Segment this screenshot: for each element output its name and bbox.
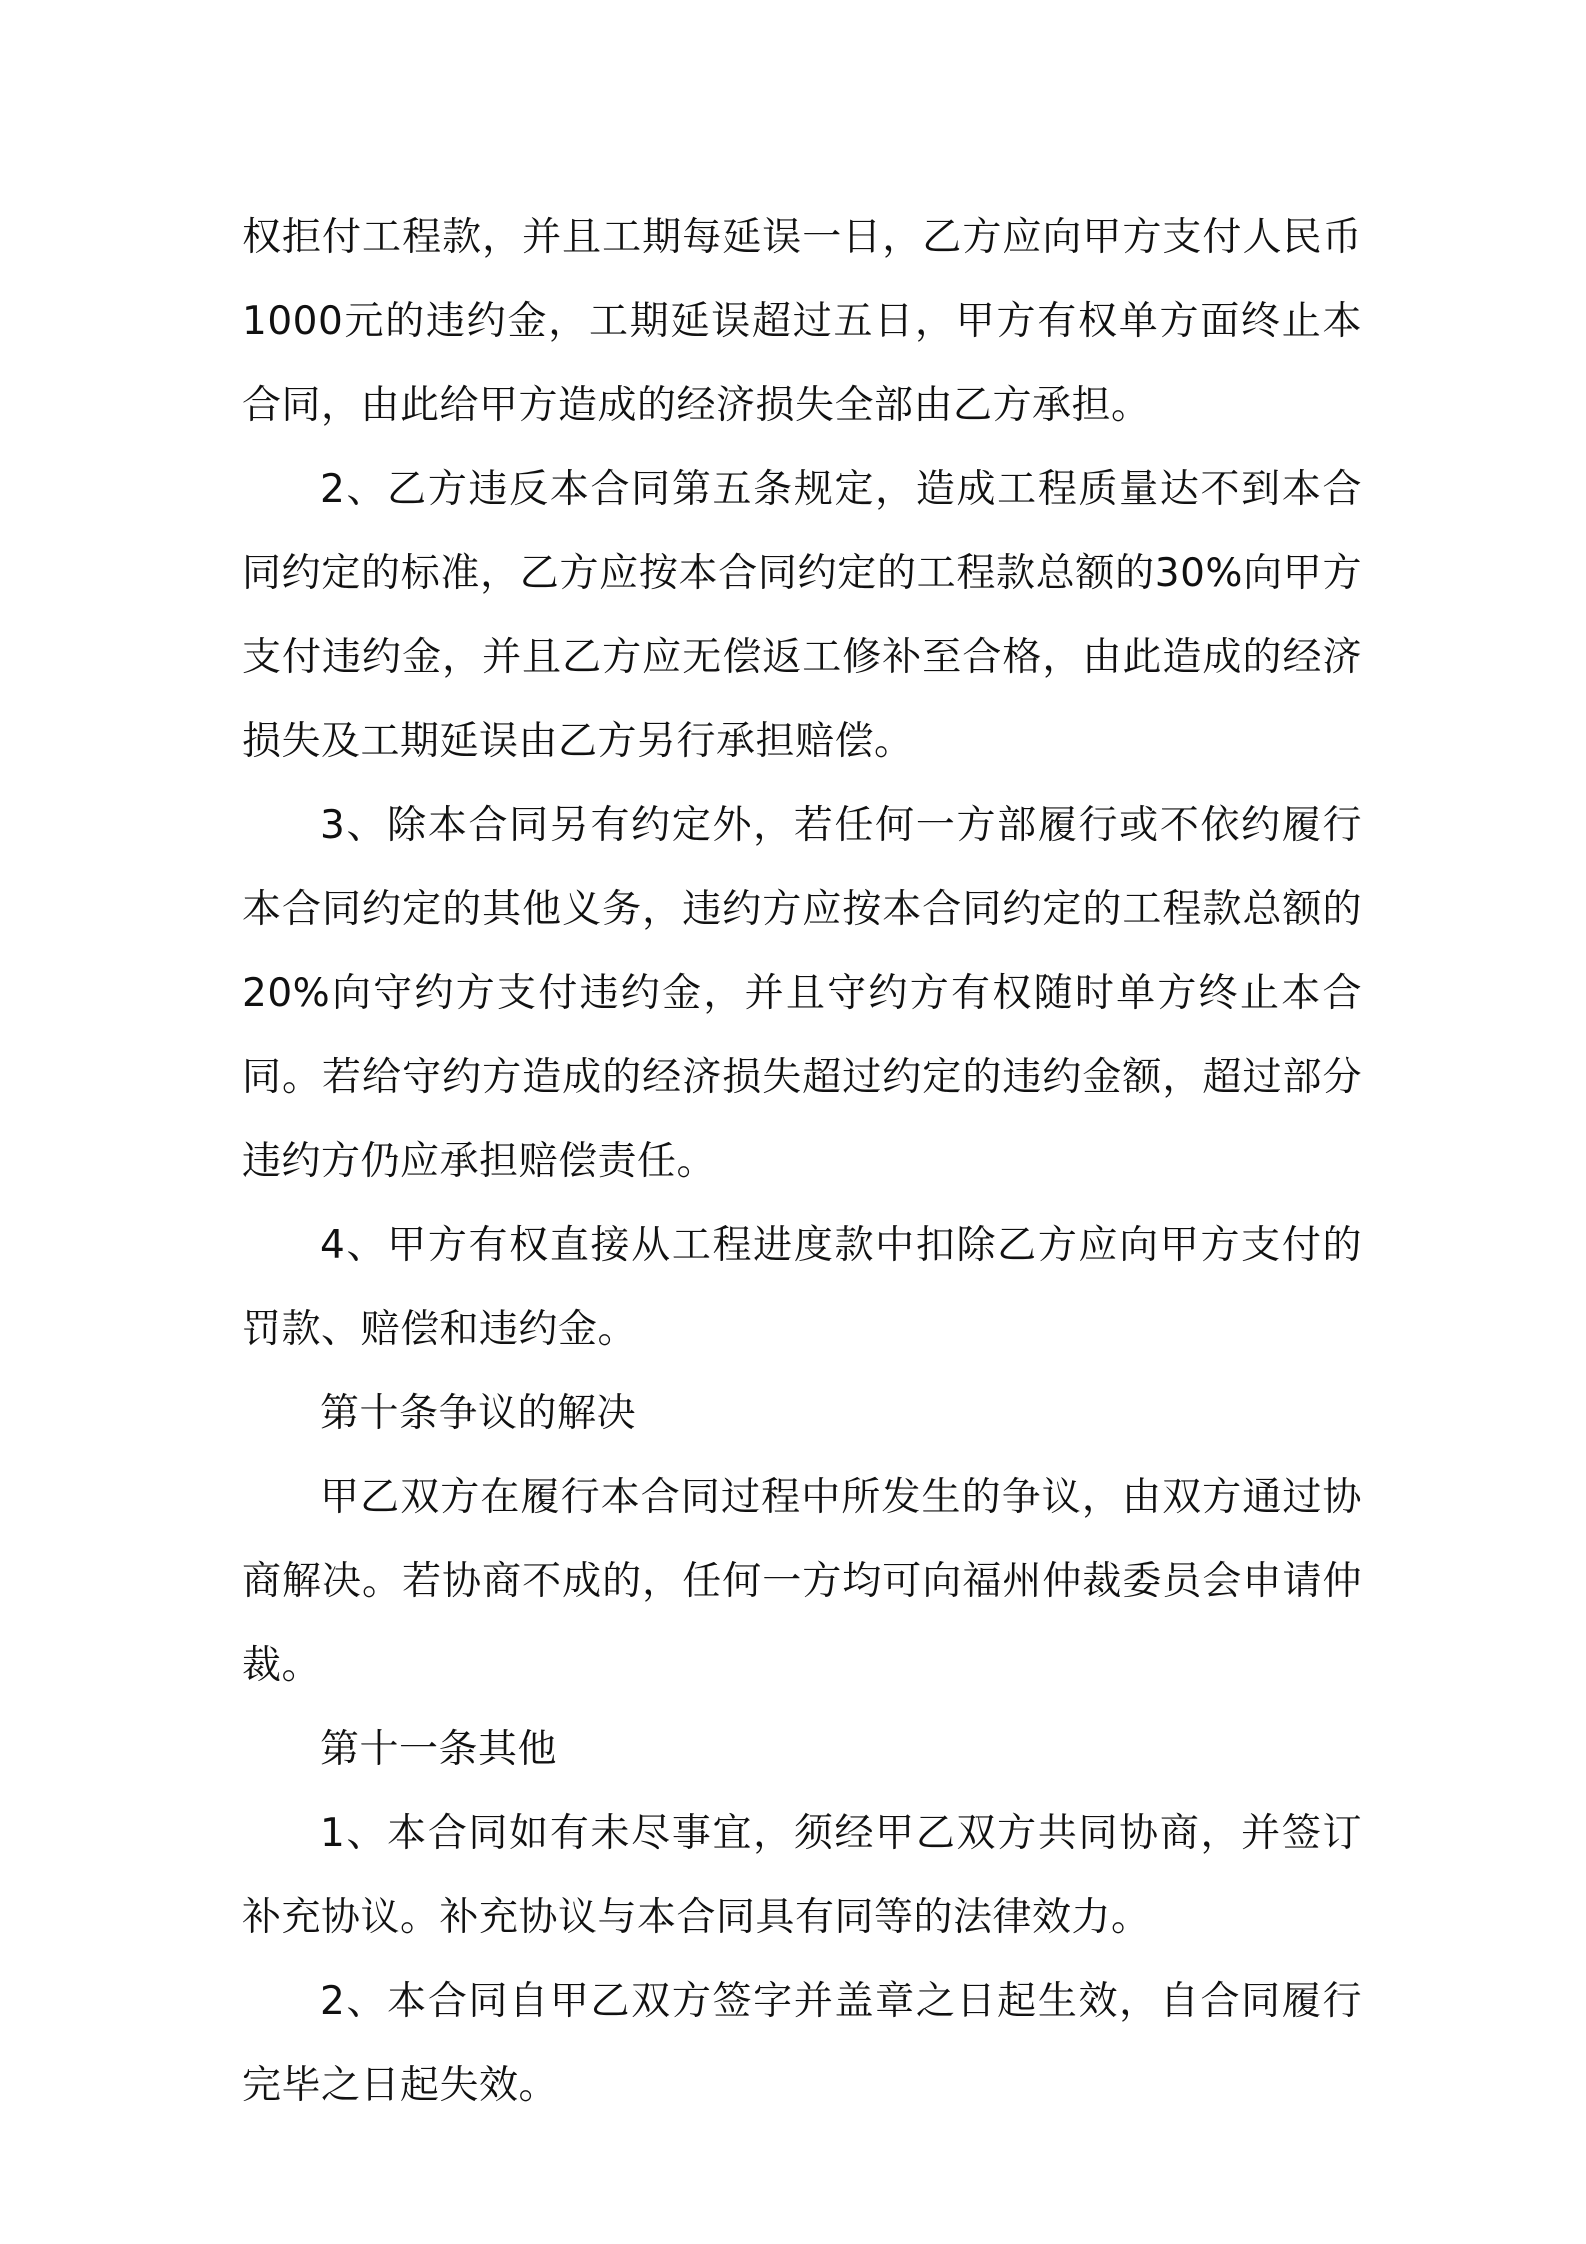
paragraph-effective-date: 2、本合同自甲乙双方签字并盖章之日起生效，自合同履行完毕之日起失效。 <box>242 1979 1362 2108</box>
document-body <box>242 196 1362 2128</box>
article-10-heading: 第十条争议的解决 <box>320 1391 637 1436</box>
paragraph-dispute-resolution: 甲乙双方在履行本合同过程中所发生的争议，由双方通过协商解决。若协商不成的，任何一方均可向福州仲裁委员会申请仲裁。 <box>242 1475 1362 1688</box>
paragraph-quality-breach: 2、乙方违反本合同第五条规定，造成工程质量达不到本合同约定的标准，乙方应按本合同约定的工程款总额的30%向甲方支付违约金，并且乙方应无偿返工修补至合格，由此造成的经济损失及工期延误由乙方另行承担赔偿。 <box>242 467 1362 764</box>
article-11-heading: 第十一条其他 <box>320 1727 558 1772</box>
paragraph-supplementary-agreement: 1、本合同如有未尽事宜，须经甲乙双方共同协商，并签订补充协议。补充协议与本合同具有同等的法律效力。 <box>242 1811 1362 1940</box>
paragraph-deduction-right: 4、甲方有权直接从工程进度款中扣除乙方应向甲方支付的罚款、赔偿和违约金。 <box>242 1223 1362 1352</box>
paragraph-other-breach: 3、除本合同另有约定外，若任何一方部履行或不依约履行本合同约定的其他义务，违约方应按本合同约定的工程款总额的20%向守约方支付违约金，并且守约方有权随时单方终止本合同。若给守约方造成的经济损失超过约定的违约金额，超过部分违约方仍应承担赔偿责任。 <box>242 803 1362 1184</box>
paragraph-penalty-delay-continued: 权拒付工程款，并且工期每延误一日，乙方应向甲方支付人民币1000元的违约金，工期延误超过五日，甲方有权单方面终止本合同，由此给甲方造成的经济损失全部由乙方承担。 <box>242 215 1362 428</box>
